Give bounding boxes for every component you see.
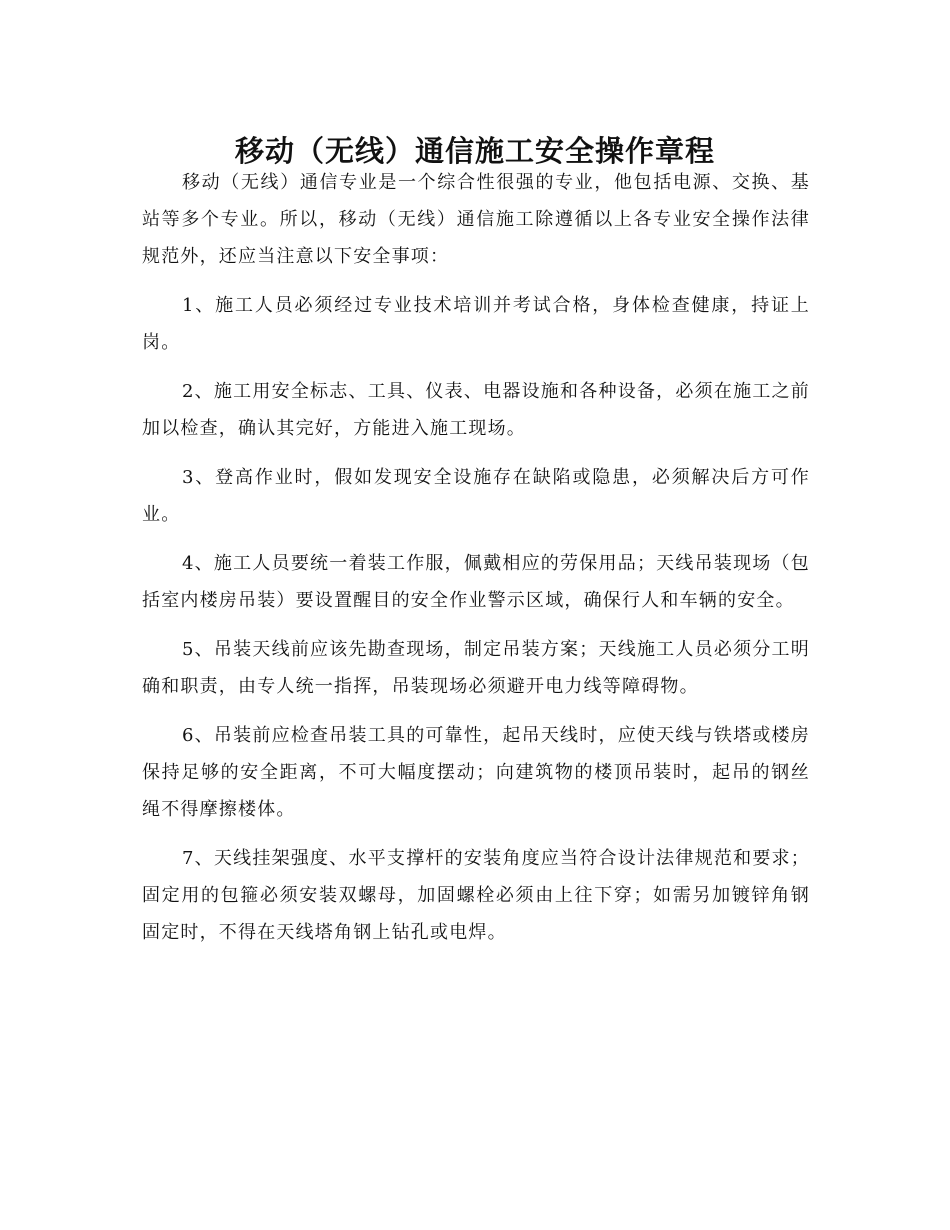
rule-paragraph-3: 3、登高作业时，假如发现安全设施存在缺陷或隐患，必须解决后方可作业。 [142, 467, 810, 525]
rule-paragraph-1: 1、施工人员必须经过专业技术培训并考试合格，身体检查健康，持证上岗。 [142, 295, 810, 353]
rule-paragraph-5: 5、吊装天线前应该先勘查现场，制定吊装方案；天线施工人员必须分工明确和职责，由专人统一指挥，吊装现场必须避开电力线等障碍物。 [142, 639, 810, 697]
rule-paragraph-4: 4、施工人员要统一着装工作服，佩戴相应的劳保用品；天线吊装现场（包括室内楼房吊装）要设置醒目的安全作业警示区域，确保行人和车辆的安全。 [142, 553, 810, 611]
intro-paragraph: 移动（无线）通信专业是一个综合性很强的专业，他包括电源、交换、基站等多个专业。所以，移动（无线）通信施工除遵循以上各专业安全操作法律规范外，还应当注意以下安全事项： [142, 172, 810, 267]
rule-paragraph-7: 7、天线挂架强度、水平支撑杆的安装角度应当符合设计法律规范和要求；固定用的包箍必须安装双螺母，加固螺栓必须由上往下穿；如需另加镀锌角钢固定时，不得在天线塔角钢上钻孔或电焊。 [142, 848, 810, 943]
document-title: 移动（无线）通信施工安全操作章程 [234, 134, 715, 169]
document-body [142, 164, 810, 951]
rule-paragraph-2: 2、施工用安全标志、工具、仪表、电器设施和各种设备，必须在施工之前加以检查，确认其完好，方能进入施工现场。 [142, 381, 810, 439]
rule-paragraph-6: 6、吊装前应检查吊装工具的可靠性，起吊天线时，应使天线与铁塔或楼房保持足够的安全距离，不可大幅度摆动；向建筑物的楼顶吊装时，起吊的钢丝绳不得摩擦楼体。 [142, 725, 810, 820]
